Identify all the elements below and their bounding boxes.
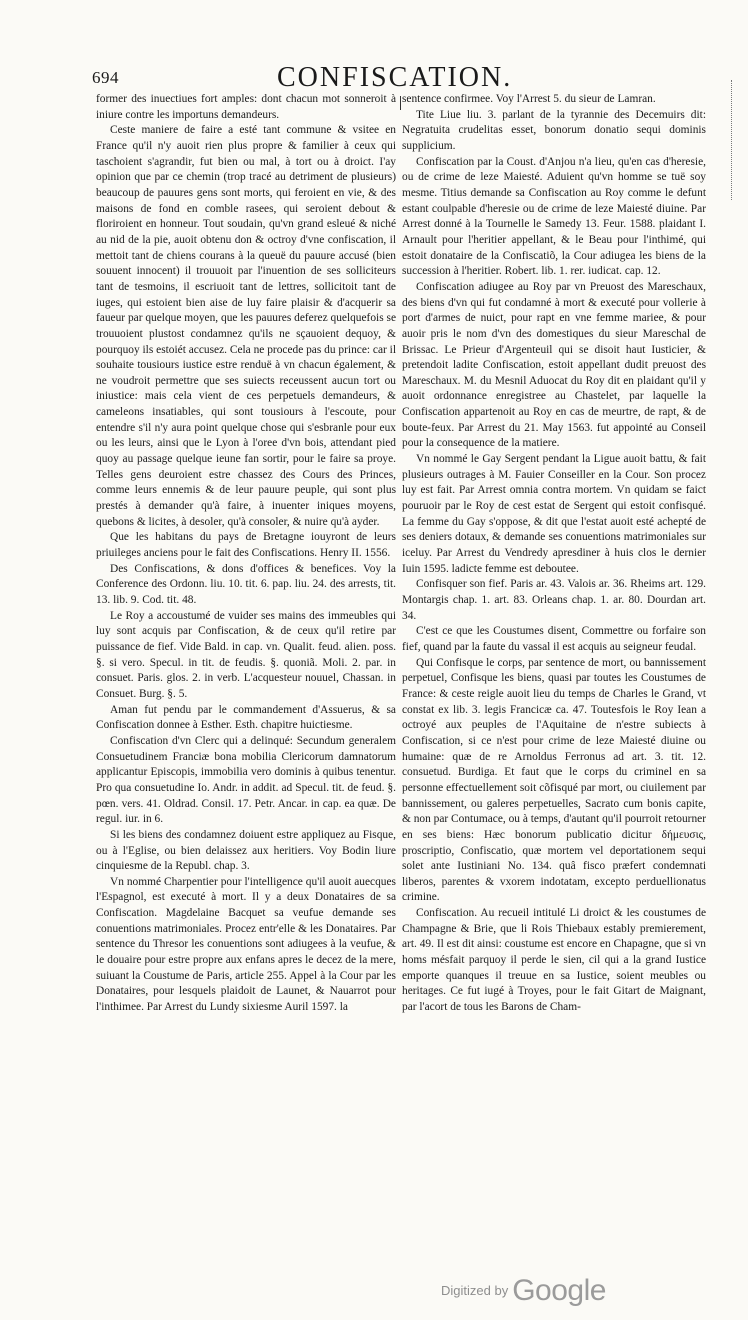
right-column	[402, 92, 706, 1016]
paragraph: Confiscation par la Coust. d'Anjou n'a lieu, qu'en cas d'heresie, ou de crime de leze Maiesté. Aduient qu'vn homme se tuë soy mesme. Titius demande sa Confiscation au Roy comme le defunt estant coulpable d'heresie ou de crime de leze Maiesté diuine. Par Arrest donné à la Tournelle le Samedy 13. Feur. 1588. plaidant I. Arnault pour l'heritier appellant, & le Beau pour l'inthimé, qui estoit donataire de la Confiscatiõ, la Cour adiugea les biens de la succession à l'heritier. Robert. lib. 1. rer. iudicat. cap. 12.	[402, 155, 706, 278]
paragraph: Le Roy a accoustumé de vuider ses mains des immeubles qui luy sont acquis par Confiscation, & de ceux qu'il retire par puissance de fief. Vide Bald. in cap. vn. Qualit. feud. alien. poss. §. si vero. Specul. in tit. de feudis. §. quoniã. Moli. 2. par. in consuet. Paris. glos. 2. in verb. L'acquesteur nouuel, Chassan. in Consuet. Burg. §. 5.	[96, 609, 396, 700]
paragraph: Vn nommé le Gay Sergent pendant la Ligue auoit battu, & fait plusieurs outrages à M. Fauier Conseiller en la Cour. Son procez luy est fait. Par Arrest omnia contra mortem. Vn quidam se faict pouruoir par le Roy de cest estat de Sergent qui estoit confisqué. La femme du Gay s'oppose, & dit que l'estat auoit esté achepté de ses deniers dotaux, & demande ses conuentions matrimoniales sur iceluy. Par Arrest du Vendredy apresdiner à huis clos le dernier Iuin 1595. ladicte femme est deboutee.	[402, 453, 706, 575]
paragraph: Si les biens des condamnez doiuent estre appliquez au Fisque, ou à l'Eglise, ou bien delaissez aux heritiers. Voy Bodin liure cinquiesme de la Republ. chap. 3.	[96, 828, 396, 873]
left-column	[96, 92, 396, 1016]
paragraph: Des Confiscations, & dons d'offices & benefices. Voy la Conference des Ordonn. liu. 10. tit. 6. pap. liu. 24. des arrests, tit. 13. lib. 9. Cod. tit. 48.	[96, 562, 396, 606]
page-header	[92, 62, 712, 96]
paragraph: Confisquer son fief. Paris ar. 43. Valois ar. 36. Rheims art. 129. Montargis chap. 1. art. 83. Orleans chap. 1. ar. 80. Dourdan art. 34.	[402, 578, 706, 622]
paragraph: Ceste maniere de faire a esté tant commune & vsitee en France qu'il n'y auoit rien plus propre & familier à ceux qui taschoient s'agrandir, fut bien ou mal, à tort ou à droict. I'ay opinion que par ce chemin (trop tracé au detriment de plusieurs) beaucoup de pauures gens sont morts, qui feroient en vie, & des maisons de fond en comble rasees, qui seroient debout & floriroient en honneur. Tout soudain, qu'vn grand esleué & niché au nid de la pie, auoit obtenu don & octroy d'vne confiscation, il mettoit tant de chiens courans à la queuë du pauure accusé (bien souuent innocent) il trouuoit par l'inuention de ses solliciteurs tant de tesmoins, il escriuoit tant de lettres, sollicitoit tant de iuges, qui estoient bien aise de luy faire plaisir & d'acquerir sa faueur par quelque moyen, que les pauures deferez quelquefois se trouuoient plustost condamnez qu'ils ne sçauoient dequoy, & pourquoy ils estoiét accusez. Cela ne procede pas du prince: car il souhaite tousiours iustice estre renduë à vn chacun également, & ne voudroit permettre que ses suiects receussent aucun tort ou iniustice: mais cela vient de ces perpetuels demandeurs, & cameleons insatiables, qui sont tousiours à l'escoute, pour entendre s'il n'y aura point quelque chose qui s'esbranle pour eux ou les leurs, ainsi que le Lyon à l'oree d'vn bois, attendant pied quoy au passage quelque ieune fan sortir, pour le faire sa proye. Telles gens deuroient estre chassez des Cours des Princes, comme leurs ennemis & de leur pauure peuple, qui sont plus prestés à demander qu'à faire, à inuenter iniques moyens, quebons & licites, à desoler, qu'à consoler, & nuire qu'à ayder.	[96, 124, 396, 528]
page-number: 694	[92, 68, 119, 87]
paragraph: Confiscation d'vn Clerc qui a delinqué: Secundum generalem Consuetudinem Franciæ bona mobilia Clericorum damnatorum applicantur Episcopis, immobilia vero dominis à quibus tenentur. Pro qua consuetudine Io. Andr. in addit. ad Specul. tit. de feud. §. pœn. vers. 41. Oldrad. Consil. 17. Petr. Ancar. in cap. ea quæ. De regul. iur. in 6.	[96, 734, 396, 826]
paragraph: Que les habitans du pays de Bretagne iouyront de leurs priuileges anciens pour le fait des Confiscations. Henry II. 1556.	[96, 531, 396, 560]
google-logo: Google	[512, 1274, 606, 1307]
paragraph: Qui Confisque le corps, par sentence de mort, ou bannissement perpetuel, Confisque les biens, quasi par toutes les Coustumes de France: & ceste reigle auoit lieu du temps de Charles le Grand, vt constat ex lib. 3. legis Francicæ ca. 47. Toutesfois le Roy Iean a octroyé aux peuples de l'Aquitaine de n'estre subiects à Confiscation, si ce n'est pour crime de leze Maiesté diuine ou humaine: quæ de re Arnoldus Ferronus ad art. 3. tit. 12. consuetud. Burdiga. Et faut que le corps du criminel en sa personne effectuellement soit cõfisqué par mort, ou ciuilement par bannissement, ou galeres perpetuelles, Sacrato cum bonis capite, & non par Contumace, ou à temps, d'autant qu'il pourroit retourner en ses biens: Hæc bonorum publicatio dicitur δήμευσις, proscriptio, Confiscatio, quæ mortem vel deportationem sequi solet ante Iustiniani No. 134. quâ fisco præfert condemnati liberos, parentes & vxorem indotatam, excepto perduellionatus crimine.	[402, 656, 706, 904]
digitized-watermark	[441, 1274, 606, 1308]
paragraph: Aman fut pendu par le commandement d'Assuerus, & sa Confiscation donnee à Esther. Esth. chapitre huictiesme.	[96, 703, 396, 732]
paragraph: sentence confirmee. Voy l'Arrest 5. du sieur de Lamran.	[402, 93, 656, 105]
paragraph: Confiscation adiugee au Roy par vn Preuost des Mareschaux, des biens d'vn qui fut condamné à mort & executé pour vollerie à port d'armes de nuict, pour rapt en vne femme mariee, & pour auoir pris le nom d'vn des domestiques du sieur Mareschal de Brissac. Le Prieur d'Argenteuil qui se disoit haut Iusticier, & pretendoit ladite Confiscation, estoit appellant dudit preuost des Mareschaux. M. du Mesnil Aduocat du Roy dit en plaidant qu'il y auoit ordonnance enregistree au Chastelet, par laquelle la Confiscation appartenoit au Roy en cas de meurtre, de rapt, & de boute-feux. Par Arrest du 21. May 1563. fut appointé au Conseil pour la consequence de la matiere.	[402, 280, 706, 450]
paragraph: Vn nommé Charpentier pour l'intelligence qu'il auoit auecques l'Espagnol, est executé à mort. Il y a deux Donataires de sa Confiscation. Magdelaine Bacquet sa veufue demande ses conuentions matrimoniales. Procez entr'elle & les Donataires. Par sentence du Thresor les conuentions sont adiugees à la veufue, & le douaire pour estre propre aux enfans apres le decez de la mere, suiuant la Coustume de Paris, article 255. Appel à la Cour par les Donataires, pour lesquels plaidoit de Launet, & Nauarrot pour l'inthimee. Par Arrest du Lundy sixiesme Auril 1597. la	[96, 875, 396, 1014]
paragraph: Tite Liue liu. 3. parlant de la tyrannie des Decemuirs dit: Negratuita crudelitas esset, bonorum donatio sequi dominis supplicium.	[402, 108, 706, 152]
paragraph: Confiscation. Au recueil intitulé Li droict & les coustumes de Champagne & Brie, que li Rois Thiebaux estably premierement, art. 49. Il est dit ainsi: coustume est encore en Chapagne, que si vn homs mésfait parquoy il perde le sien, cil qui a la grand Iustice emporte quanques il treuue en sa Iustice, soient meubles ou heritages. Ce fut iugé à Troyes, pour le fait Gitart de Maignant, par l'acort de tous les Barons de Cham-	[402, 907, 706, 1014]
column-rule	[400, 96, 401, 110]
digitized-by-label: Digitized by	[441, 1283, 509, 1298]
running-head: CONFISCATION.	[277, 62, 513, 93]
paragraph: former des inuectiues fort amples: dont chacun mot sonneroit à iniure contre les importuns demandeurs.	[96, 93, 396, 121]
paragraph: C'est ce que les Coustumes disent, Commettre ou forfaire son fief, quand par la faute du vassal il est acquis au seigneur feudal.	[402, 625, 706, 653]
page-edge-marks	[731, 80, 742, 200]
